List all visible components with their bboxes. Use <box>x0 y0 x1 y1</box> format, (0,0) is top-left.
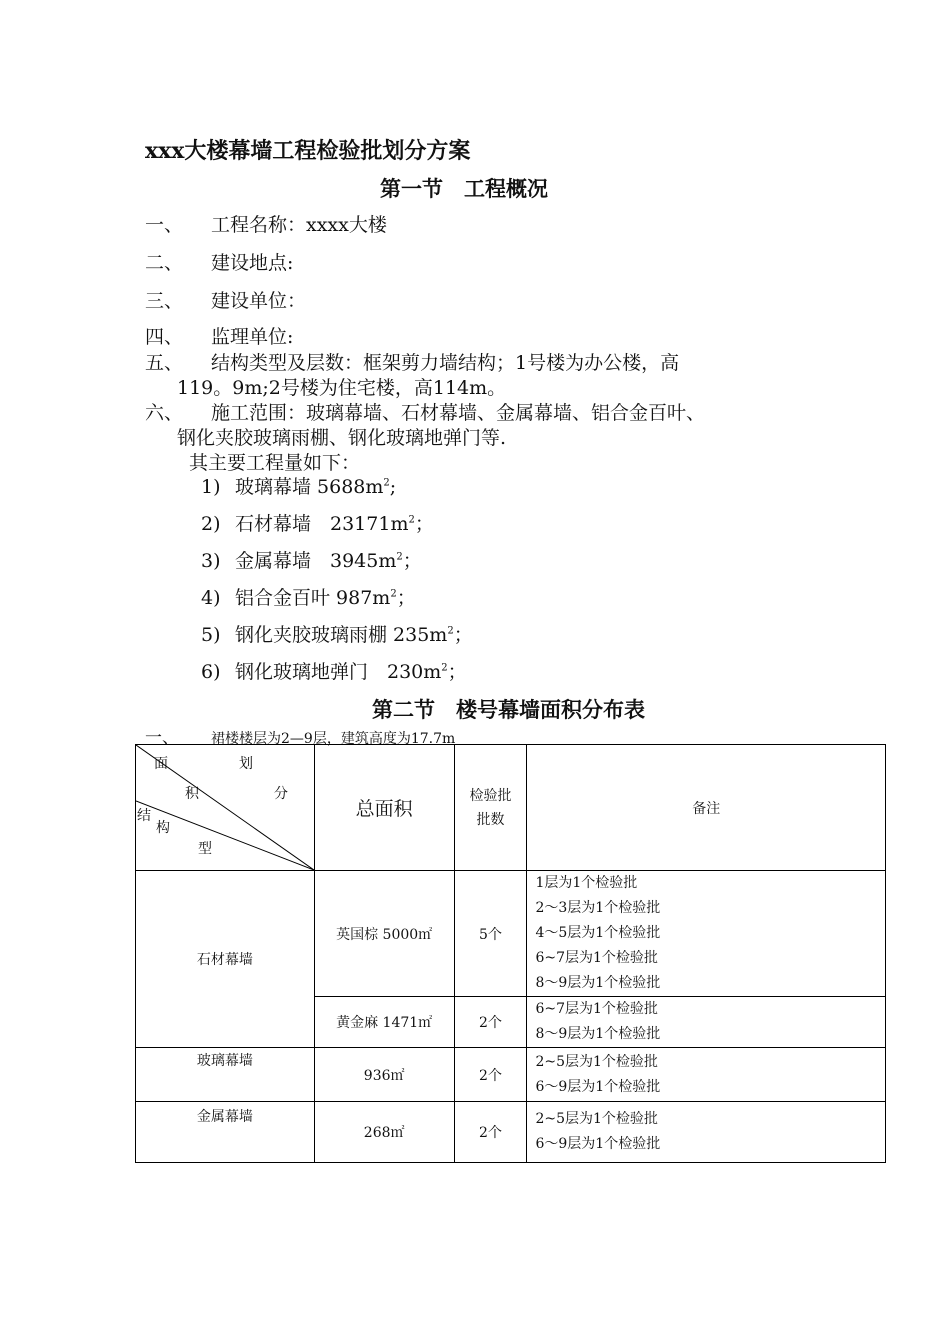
table-row <box>136 1048 886 1102</box>
remark-line: 6～9层为1个检验批 <box>535 1136 661 1152</box>
count-cell: 5个 <box>454 871 527 997</box>
item-text: 建设单位： <box>211 290 307 312</box>
quantity-text: 金属幕墙 3945m <box>235 550 397 572</box>
superscript: 2 <box>408 514 415 526</box>
quantity-text: 钢化玻璃地弹门 230m <box>235 661 442 683</box>
quantity-text: 玻璃幕墙 5688m <box>235 476 384 498</box>
superscript: 2 <box>396 551 403 563</box>
item-number: 一、 <box>145 728 179 748</box>
wall-type-cell: 玻璃幕墙 <box>136 1048 315 1102</box>
wall-type-cell: 石材幕墙 <box>136 871 315 1048</box>
quantity-text: 石材幕墙 23171m <box>235 513 409 535</box>
quantity-item-5 <box>201 620 473 647</box>
total-area-header: 总面积 <box>314 745 454 871</box>
quantity-tail: ; <box>389 476 397 498</box>
diagonal-header-cell <box>136 745 315 871</box>
count-cell: 2个 <box>454 1102 527 1163</box>
superscript: 2 <box>447 625 454 637</box>
table-row <box>136 1102 886 1163</box>
item-number: 三、 <box>145 290 184 312</box>
quantities-intro: 其主要工程量如下： <box>189 452 361 474</box>
superscript: 2 <box>390 588 397 600</box>
overview-item-1 <box>145 210 387 237</box>
overview-item-2 <box>145 248 293 275</box>
overview-item-5 <box>145 348 679 375</box>
item-text: 结构类型及层数：框架剪力墙结构；1号楼为办公楼，高 <box>211 352 680 374</box>
remark-line: 8～9层为1个检验批 <box>535 975 661 991</box>
superscript: 2 <box>383 477 390 489</box>
quantity-text: 铝合金百叶 987m <box>235 587 391 609</box>
area-cell: 936㎡ <box>314 1048 454 1102</box>
remark-line: 1层为1个检验批 <box>535 875 638 891</box>
quantity-index: 6) <box>201 661 221 683</box>
remark-line: 2~5层为1个检验批 <box>535 1111 658 1127</box>
quantity-index: 4) <box>201 587 221 609</box>
item-text: 监理单位: <box>211 326 294 348</box>
quantity-item-4 <box>201 583 416 610</box>
item-text: 工程名称：xxxx大楼 <box>211 214 387 236</box>
quantity-text: 钢化夹胶玻璃雨棚 235m <box>235 624 448 646</box>
item-number: 二、 <box>145 252 184 274</box>
section-1-heading: 第一节 工程概况 <box>380 176 548 201</box>
item-number: 五、 <box>145 352 184 374</box>
diag-label: 积 <box>185 786 199 802</box>
remark-line: 2~5层为1个检验批 <box>535 1053 658 1070</box>
quantity-tail: ； <box>396 587 416 609</box>
area-cell: 268㎡ <box>314 1102 454 1163</box>
diag-label: 型 <box>198 841 212 857</box>
quantity-item-1 <box>201 472 396 499</box>
count-cell: 2个 <box>454 1048 527 1102</box>
item-text: 建设地点: <box>211 252 294 274</box>
quantity-tail: ； <box>453 624 473 646</box>
remarks-cell <box>527 997 886 1048</box>
quantity-index: 2) <box>201 513 221 535</box>
item-number: 一、 <box>145 214 184 236</box>
remark-line: 4～5层为1个检验批 <box>535 925 661 941</box>
section-2-heading: 第二节 楼号幕墙面积分布表 <box>372 697 645 722</box>
remarks-cell <box>527 1102 886 1163</box>
count-cell: 2个 <box>454 997 527 1048</box>
quantity-tail: ； <box>402 550 422 572</box>
remark-line: 6~7层为1个检验批 <box>535 1001 658 1017</box>
quantity-tail: ； <box>414 513 434 535</box>
quantity-index: 3) <box>201 550 221 572</box>
table-row <box>136 871 886 997</box>
document-title: xxx大楼幕墙工程检验批划分方案 <box>145 138 471 164</box>
remarks-cell <box>527 871 886 997</box>
diag-label: 分 <box>274 786 288 802</box>
quantity-index: 1) <box>201 476 221 498</box>
quantity-item-6 <box>201 657 467 684</box>
table-header-row <box>136 745 886 871</box>
curtain-wall-area-table <box>135 744 886 1163</box>
quantity-item-3 <box>201 546 422 573</box>
overview-item-4 <box>145 322 293 349</box>
diag-label: 面 <box>154 756 168 772</box>
remarks-cell <box>527 1048 886 1102</box>
remark-line: 8～9层为1个检验批 <box>535 1026 661 1042</box>
remark-line: 6~7层为1个检验批 <box>535 950 658 966</box>
wall-type-cell: 金属幕墙 <box>136 1102 315 1163</box>
diag-label: 构 <box>156 820 170 836</box>
item-text: 裙楼楼层为2—9层，建筑高度为17.7m <box>211 731 456 747</box>
quantity-tail: ； <box>447 661 467 683</box>
diag-label: 划 <box>239 756 253 772</box>
batch-count-header: 检验批 批数 <box>454 745 527 871</box>
area-cell: 黄金麻 1471㎡ <box>314 997 454 1048</box>
overview-item-6-continued: 钢化夹胶玻璃雨棚、钢化玻璃地弹门等. <box>177 427 507 449</box>
diag-label: 结 <box>137 808 151 824</box>
remarks-header: 备注 <box>527 745 886 871</box>
overview-item-3 <box>145 286 306 313</box>
quantity-item-2 <box>201 509 434 536</box>
quantity-index: 5) <box>201 624 221 646</box>
remark-line: 2～3层为1个检验批 <box>535 900 661 916</box>
item-number: 四、 <box>145 326 184 348</box>
item-text: 施工范围：玻璃幕墙、石材幕墙、金属幕墙、铝合金百叶、 <box>211 402 706 424</box>
item-number: 六、 <box>145 402 184 424</box>
superscript: 2 <box>441 662 448 674</box>
remark-line: 6～9层为1个检验批 <box>535 1078 661 1095</box>
area-cell: 英国棕 5000㎡ <box>314 871 454 997</box>
overview-item-5-continued: 119。9m;2号楼为住宅楼，高114m。 <box>177 377 507 399</box>
overview-item-6 <box>145 398 705 425</box>
